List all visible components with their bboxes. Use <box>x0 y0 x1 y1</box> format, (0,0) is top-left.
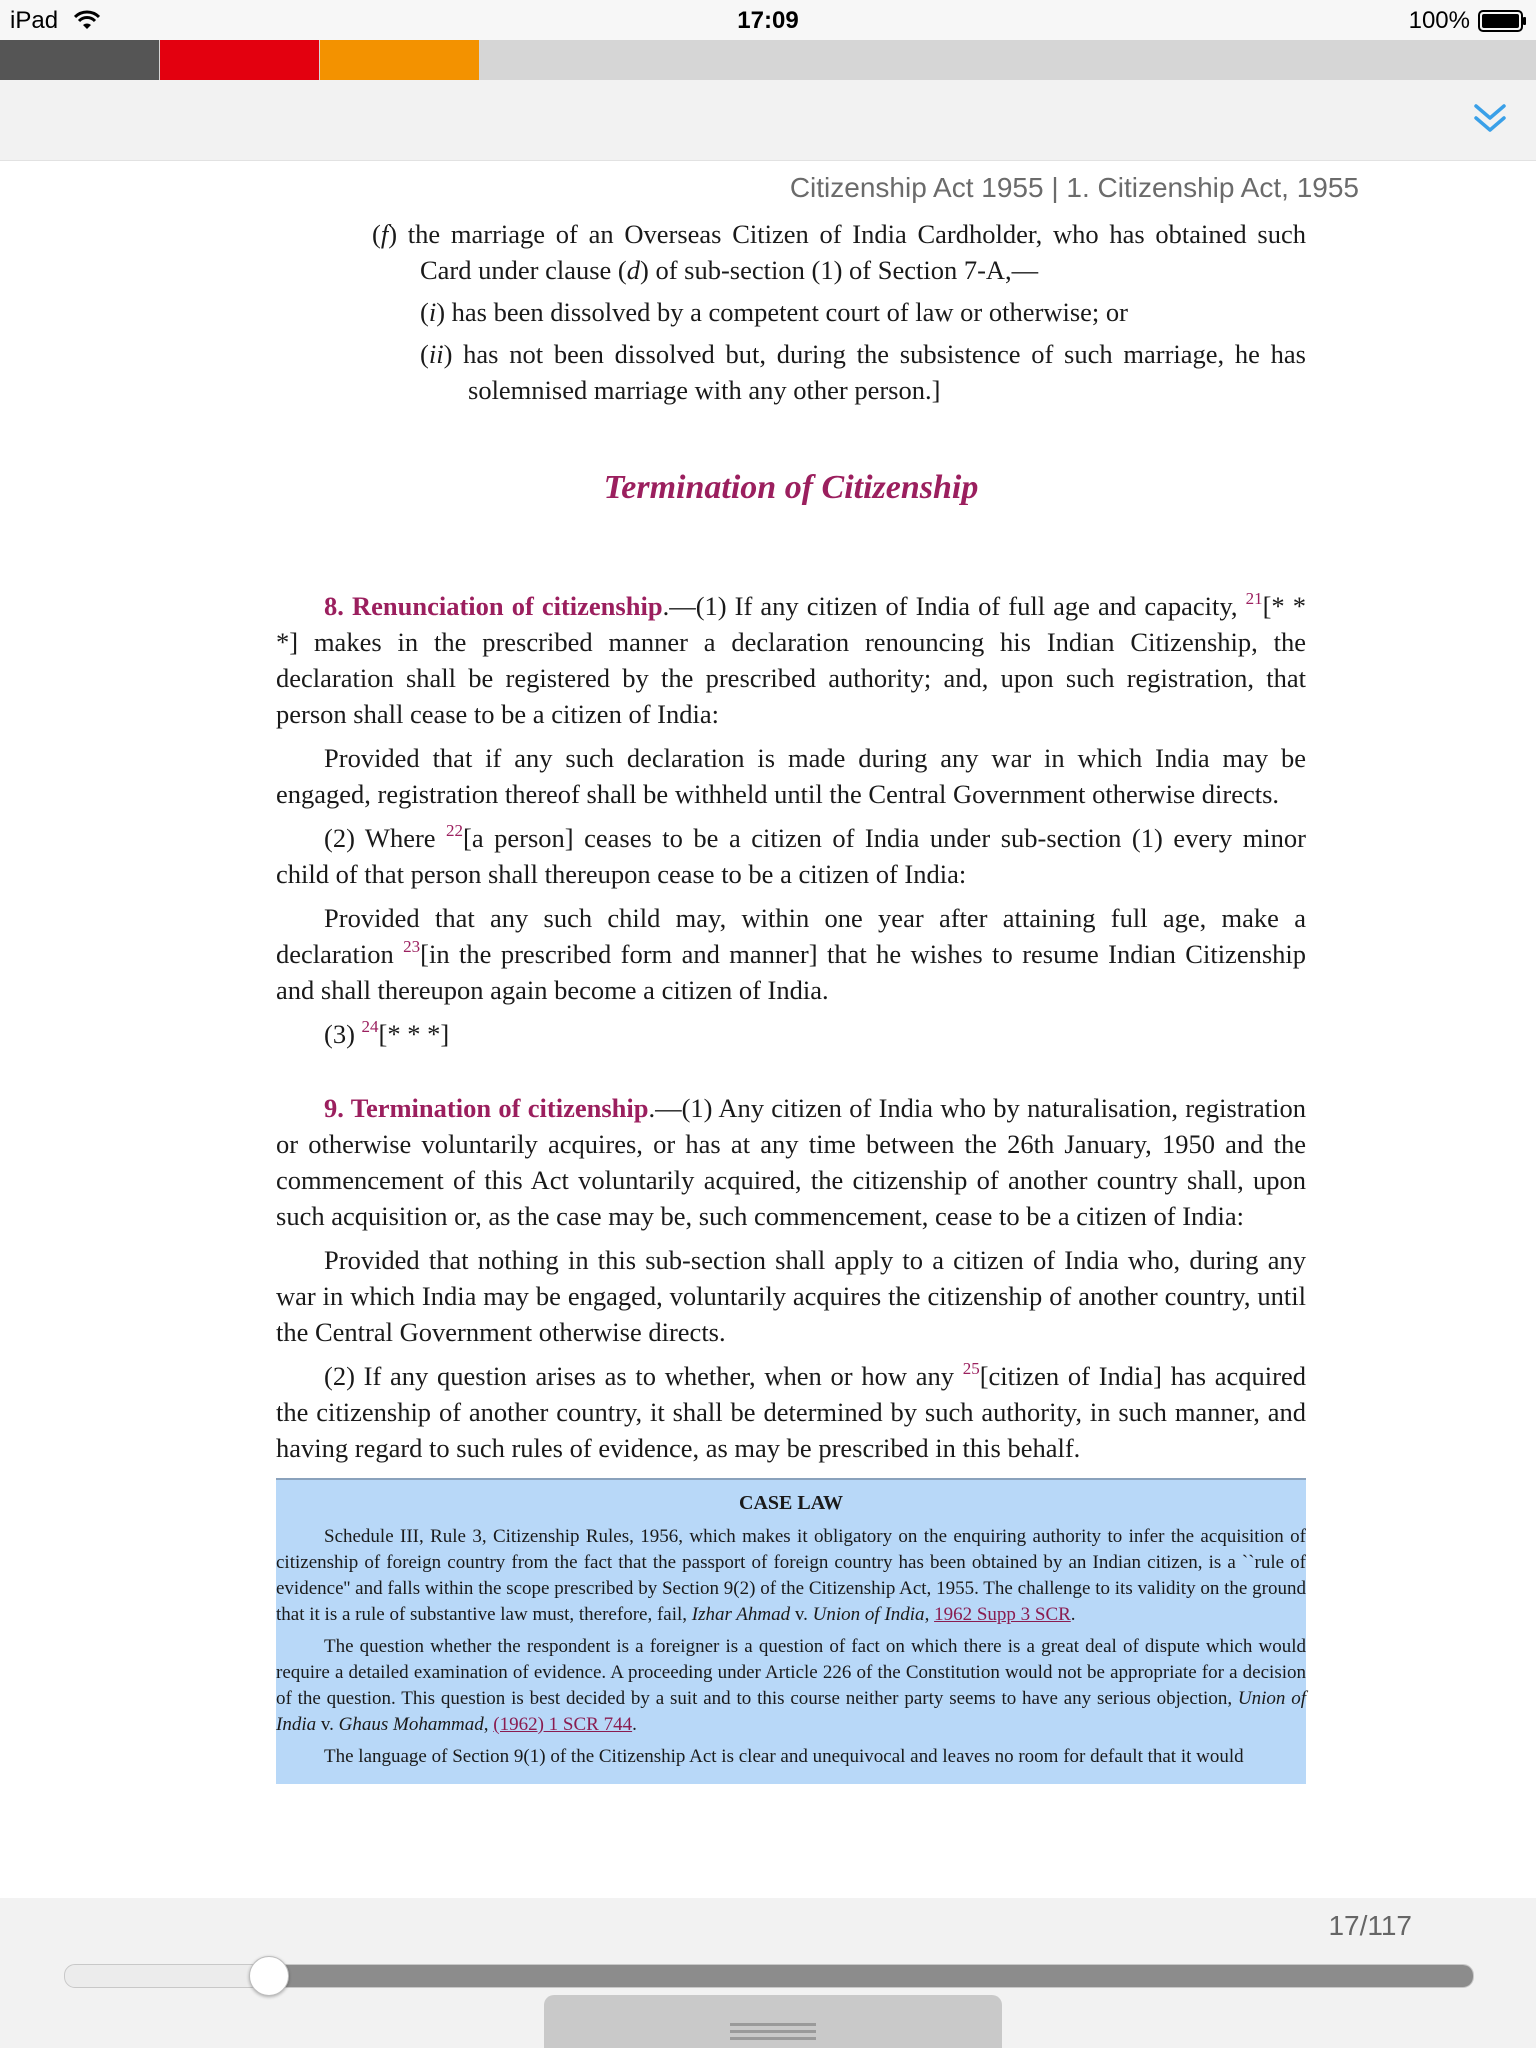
progress-slider-thumb[interactable] <box>249 1956 289 1996</box>
color-tab-strip <box>0 40 1536 80</box>
case-law-box <box>276 1478 1306 1784</box>
drawer-handle[interactable] <box>544 1995 1002 2048</box>
battery-percentage: 100% <box>1408 7 1470 34</box>
page-indicator: 17/117 <box>1328 1910 1412 1941</box>
tab-gray[interactable] <box>0 40 159 80</box>
progress-remaining <box>269 1965 1473 1987</box>
sub-clause-i: (i) has been dissolved by a competent court of law or otherwise; or <box>420 297 1128 327</box>
sub-clause-ii: (ii) has not been dissolved but, during the subsistence of such marriage, he has solemnised marriage with any other person.] <box>420 339 1306 405</box>
section-9-proviso: Provided that nothing in this sub-section shall apply to a citizen of India who, during any war in which India may be engaged, voluntarily acquires the citizenship of another country, until the Central Government otherwise directs. <box>276 1245 1306 1347</box>
section-9-para-1: 9. Termination of citizenship.—(1) Any citizen of India who by naturalisation, registration or otherwise voluntarily acquires, or has at any time between the 26th January, 1950 and the commencement of this Act voluntarily acquired, the citizenship of another country shall, upon such acquisition or, as the case may be, such commencement, cease to be a citizen of India: <box>276 1093 1306 1231</box>
section-8-para-2: (2) Where $^{22}$[a person] ceases to be a citizen of India under sub-section (1) every minor child of that person shall thereupon cease to be a citizen of India: <box>276 821 1306 889</box>
tab-orange[interactable] <box>320 40 479 80</box>
footnote-ref-25[interactable]: 25 <box>962 1359 980 1378</box>
footnote-ref-21[interactable]: 21 <box>1245 589 1263 608</box>
citation-link-1962-1-scr-744[interactable]: (1962) 1 SCR 744 <box>493 1714 633 1735</box>
section-8-proviso-1: Provided that if any such declaration is made during any war in which India may be engaged, registration thereof shall be withheld until the Central Government otherwise directs. <box>276 743 1306 809</box>
case-law-para-1: Schedule III, Rule 3, Citizenship Rules, 1956, which makes it obligatory on the enquiring authority to infer the acquisition of citizenship of foreign country from the fact that the passport of foreign country has been obtained by an Indian citizen, is a ``rule of evidence'' and falls within the scope prescribed by Section 9(2) of the Citizenship Act, 1955. The challenge to its validity on the ground that it is a rule of substantive law must, therefore, fail, Izhar Ahmad v. Union of India, 1962 Supp 3 SCR. <box>276 1526 1306 1625</box>
status-time: 17:09 <box>737 7 799 34</box>
section-9-title: 9. Termination of citizenship <box>324 1093 649 1123</box>
clause-f: (f) the marriage of an Overseas Citizen of India Cardholder, who has obtained such Card under clause (d) of sub-section (1) of Section 7-A,— <box>372 219 1306 285</box>
section-8-proviso-2: Provided that any such child may, within one year after attaining full age, make a declaration $^{23}$[in the prescribed form and manner] that he wishes to resume Indian Citizenship and shall thereupon again become a citizen of India. <box>276 903 1307 1005</box>
status-bar <box>0 0 1536 40</box>
footnote-ref-22[interactable]: 22 <box>446 821 464 840</box>
case-law-title: CASE LAW <box>739 1492 843 1514</box>
footnote-ref-24[interactable]: 24 <box>361 1017 379 1036</box>
battery-icon <box>1478 10 1528 32</box>
footnote-ref-23[interactable]: 23 <box>403 937 421 956</box>
section-heading: Termination of Citizenship <box>603 469 979 506</box>
double-chevron-down-icon[interactable] <box>1470 98 1510 138</box>
section-8-title: 8. Renunciation of citizenship <box>324 591 663 621</box>
document-page <box>276 216 1306 1784</box>
section-8-para-3: (3) $^{24}$[* * *] <box>324 1017 450 1049</box>
section-8-para-1: 8. Renunciation of citizenship.—(1) If any citizen of India of full age and capacity, $^{21}$[* * *] makes in the prescribed manner a declaration renouncing his Indian Citizenship, the declaration shall be registered by the prescribed authority; and, upon such registration, that person shall cease to be a citizen of India: <box>276 589 1307 729</box>
citation-link-1962-supp-3-scr[interactable]: 1962 Supp 3 SCR <box>934 1604 1071 1625</box>
case-law-para-3: The language of Section 9(1) of the Citizenship Act is clear and unequivocal and leaves no room for default that it would <box>324 1746 1244 1767</box>
reader-toolbar <box>0 80 1536 161</box>
grip-icon <box>730 2023 816 2041</box>
running-header: Citizenship Act 1955 | 1. Citizenship Act, 1955 <box>789 172 1359 203</box>
tab-red[interactable] <box>160 40 319 80</box>
case-law-para-2: The question whether the respondent is a foreigner is a question of fact on which there is a great deal of dispute which would require a detailed examination of evidence. A proceeding under Article 226 of the Constitution would not be appropriate for a decision of the question. This question is best decided by a suit and to this course neither party seems to have any serious objection, Union of India v. Ghaus Mohammad, (1962) 1 SCR 744. <box>276 1636 1306 1735</box>
section-9-para-2: (2) If any question arises as to whether, when or how any $^{25}$[citizen of India] has acquired the citizenship of another country, it shall be determined by such authority, in such manner, and having regard to such rules of evidence, as may be prescribed in this behalf. <box>276 1359 1306 1463</box>
device-name: iPad <box>10 7 59 34</box>
